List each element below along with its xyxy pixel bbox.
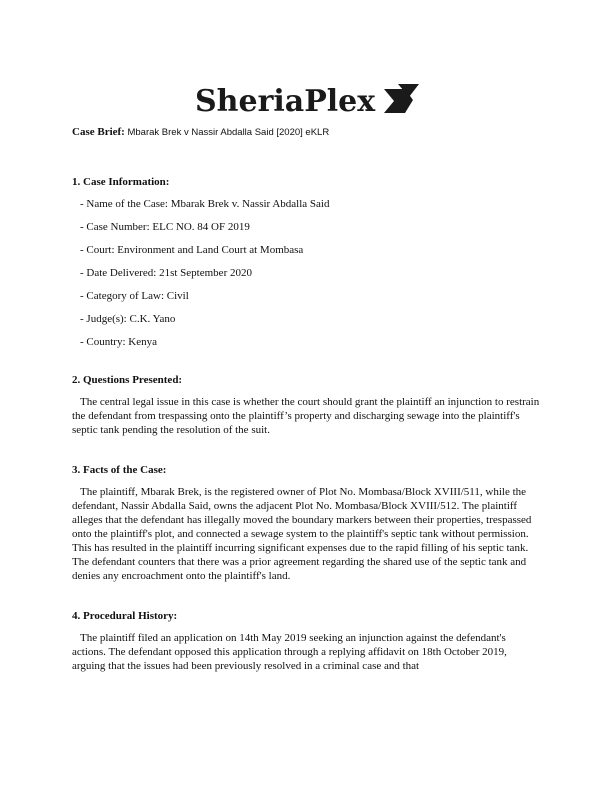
- section-title: 2. Questions Presented:: [72, 374, 183, 386]
- case-brief-title: Mbarak Brek v Nassir Abdalla Said [2020] eKLR: [127, 127, 330, 138]
- case-brief-heading: [72, 126, 329, 138]
- judge-item: - Judge(s): C.K. Yano: [80, 313, 176, 325]
- date-delivered-item: - Date Delivered: 21st September 2020: [80, 267, 252, 279]
- questions-presented-section: [72, 373, 542, 437]
- brief-content: [72, 175, 542, 699]
- section-paragraph: The central legal issue in this case is whether the court should grant the plaintiff an injunction to restrain the defendant from trespassing onto the plaintiff’s property and discharging sewage into the plaintiff's septic tank pending the resolution of the suit.: [72, 396, 540, 436]
- case-number-item: - Case Number: ELC NO. 84 OF 2019: [80, 221, 250, 233]
- section-title: 3. Facts of the Case:: [72, 464, 167, 476]
- facts-section: [72, 463, 542, 583]
- country-item: - Country: Kenya: [80, 336, 157, 348]
- case-name-item: - Name of the Case: Mbarak Brek v. Nassir Abdalla Said: [80, 198, 330, 210]
- case-brief-label: Case Brief:: [72, 126, 125, 138]
- section-title: 4. Procedural History:: [72, 610, 178, 622]
- logo-graphic: [191, 80, 421, 120]
- section-title: 1. Case Information:: [72, 176, 170, 188]
- sheriaplex-logo: [0, 80, 612, 125]
- case-information-section: [72, 175, 542, 349]
- category-item: - Category of Law: Civil: [80, 290, 189, 302]
- logo-wordmark: SheriaPlex: [195, 84, 376, 119]
- court-item: - Court: Environment and Land Court at Mombasa: [80, 244, 304, 256]
- section-paragraph: The plaintiff, Mbarak Brek, is the registered owner of Plot No. Mombasa/Block XVIII/511, while the defendant, Nassir Abdalla Said, owns the adjacent Plot No. Mombasa/Block XVIII/512. The plaintiff alleges that the defendant has illegally moved the boundary markers between their properties, trespassed onto the plaintiff's plot, and connected a sewage system to the plaintiff's septic tank without permission. This has resulted in the plaintiff incurring significant expenses due to the rapid filling of his septic tank. The defendant counters that there was a prior agreement regarding the shared use of the septic tank and denies any encroachment onto the plaintiff's land.: [72, 486, 532, 582]
- procedural-history-section: [72, 609, 542, 673]
- section-paragraph: The plaintiff filed an application on 14th May 2019 seeking an injunction against the defendant's actions. The defendant opposed this application through a replying affidavit on 18th October 2019, arguing that the issues had been previously resolved in a criminal case and that: [72, 632, 507, 672]
